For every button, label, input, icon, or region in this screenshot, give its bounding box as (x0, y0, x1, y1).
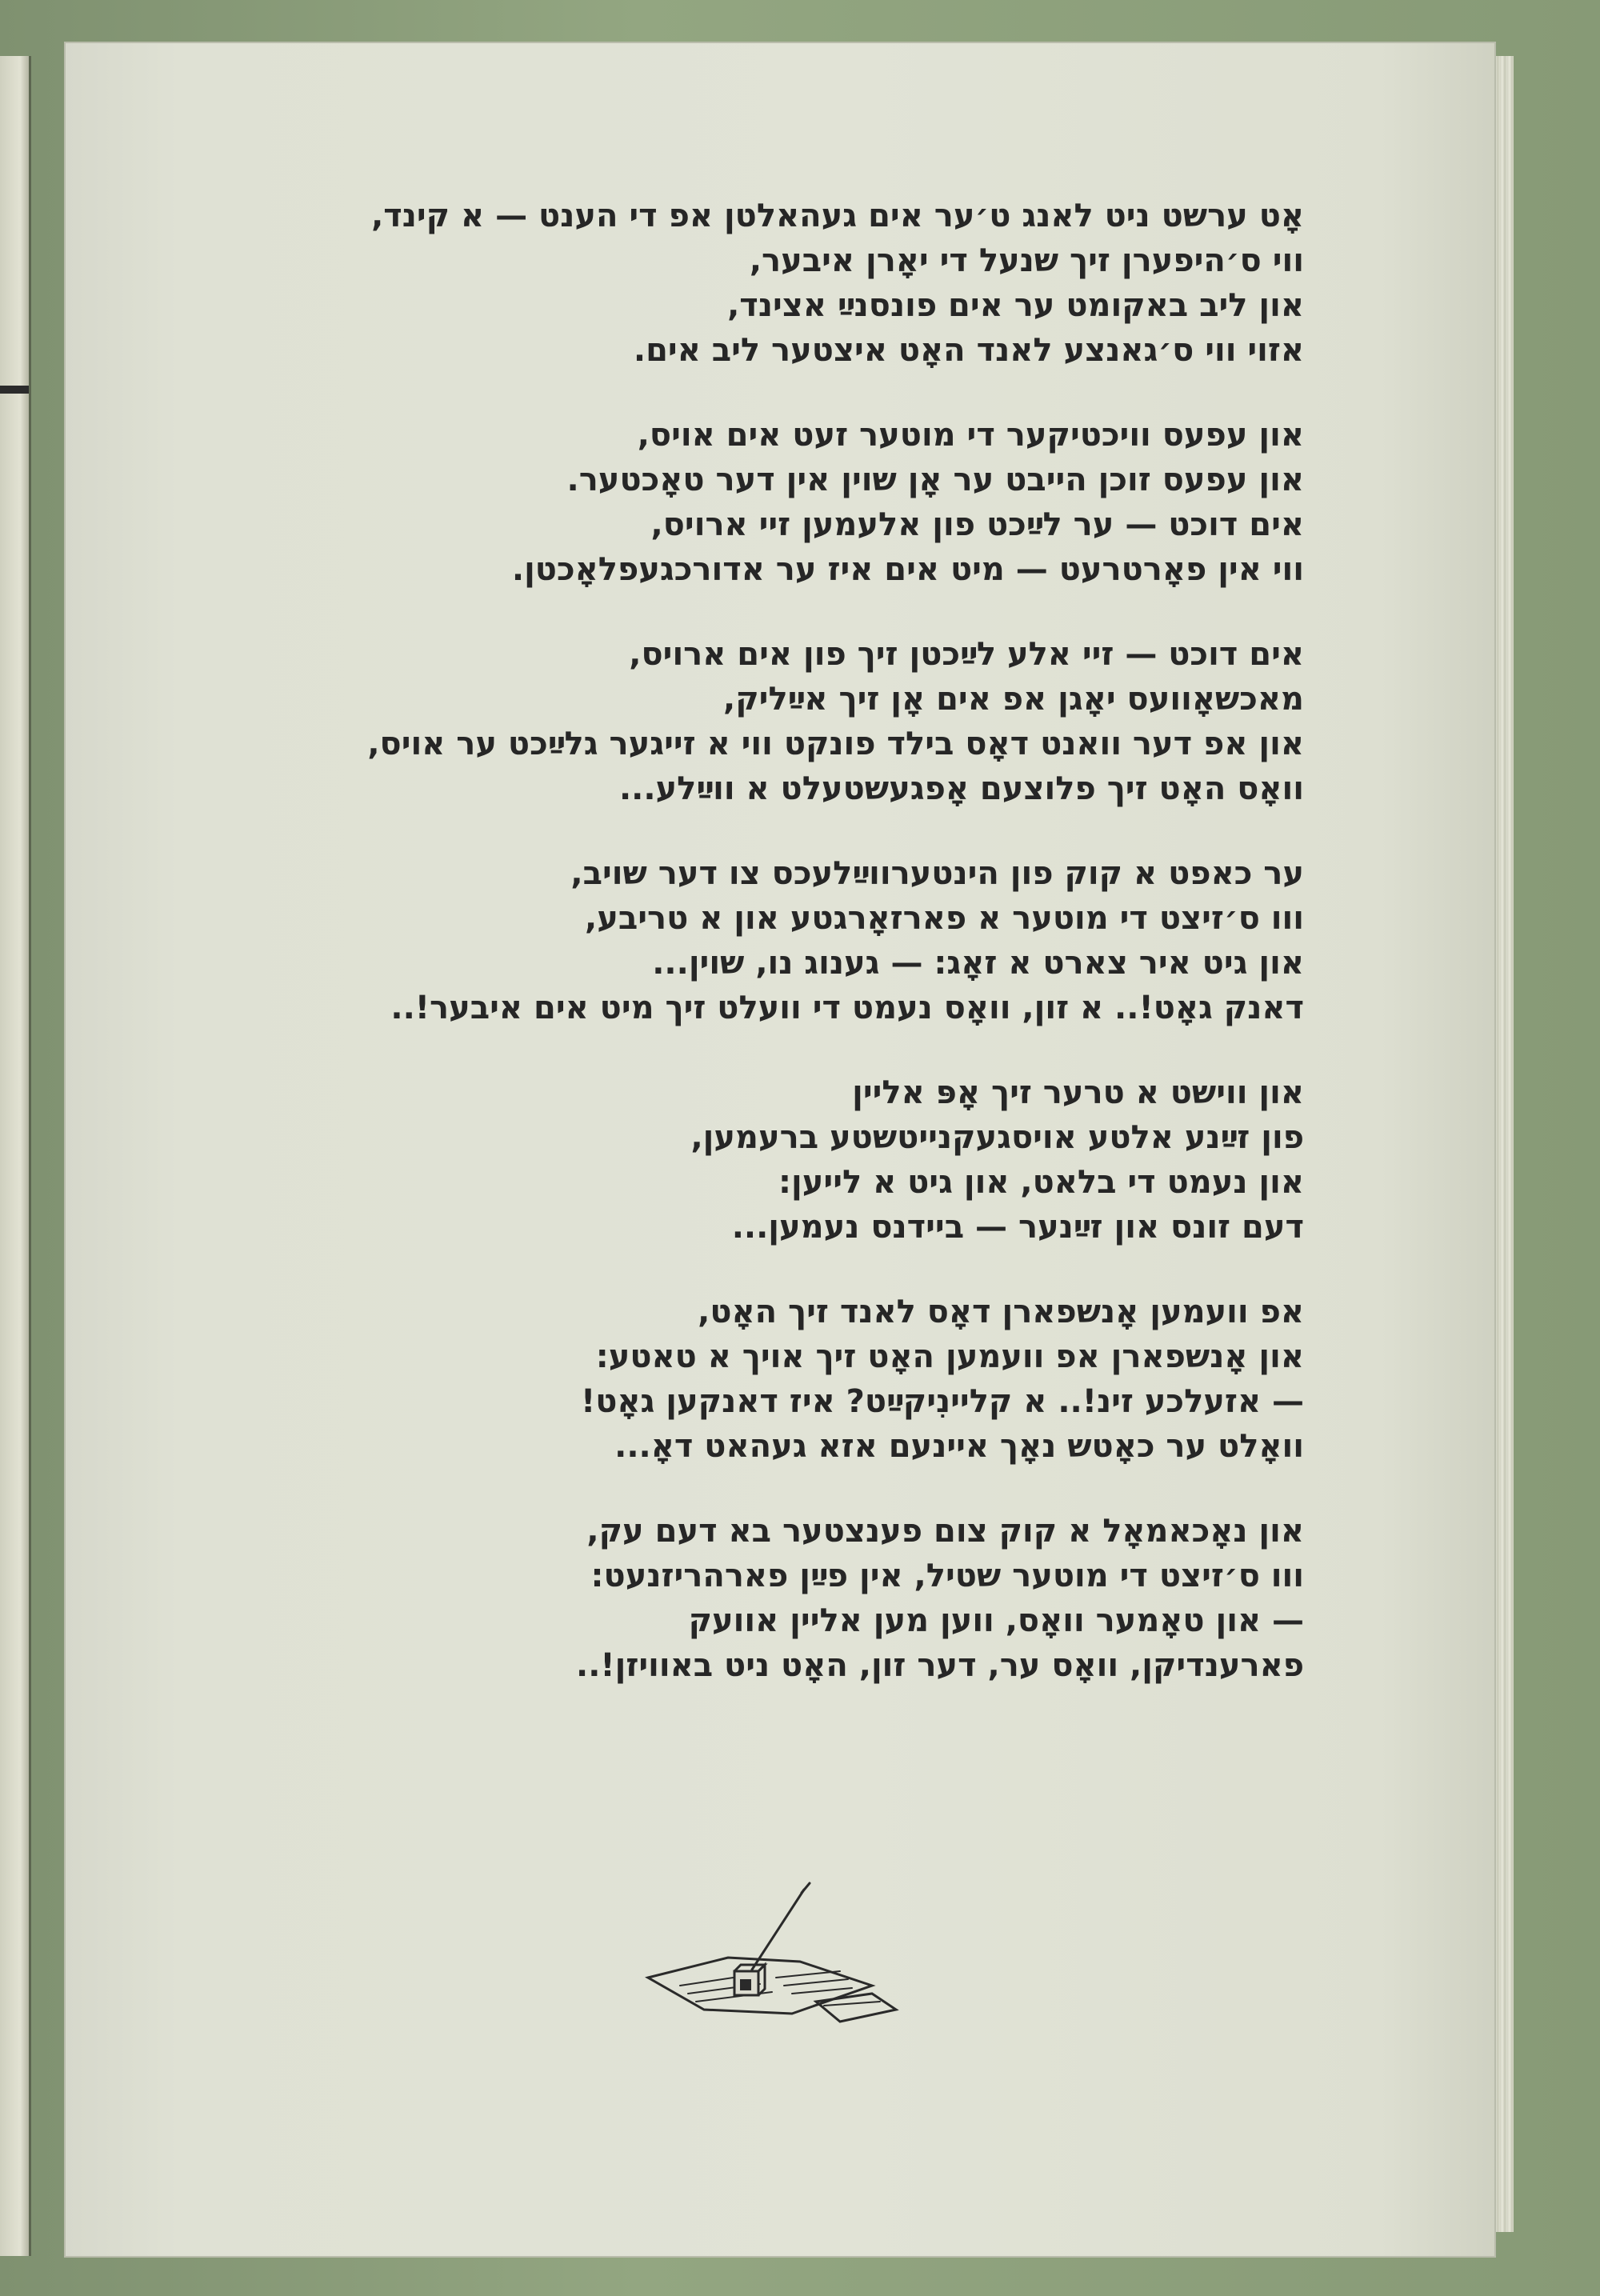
poem-line: אזוי ווי ס׳גאנצע לאנד האָט איצטער ליב אים. (633, 332, 1304, 369)
poem-line: אפ וועמען אָנשפארן דאָס לאנד זיך האָט, (698, 1294, 1304, 1330)
poem-line: אים דוכט — ער לײַכט פון אלעמען זיי ארויס, (650, 506, 1304, 543)
poem-line: ווו ס׳זיצט די מוטער שטיל, אין פײַן פארהריזנעט: (590, 1558, 1304, 1594)
poem-line: אָט ערשט ניט לאנג ט׳ער אים געהאלטן אפ די הענט — א קינד, (371, 198, 1304, 234)
poem-line: און נעמט די בלאט, און גיט א לייען: (778, 1164, 1304, 1201)
poem-line: און עפעס וויכטיקער די מוטער זעט אים אויס, (637, 417, 1304, 454)
stanza-2 (184, 413, 1304, 592)
stanza-4 (184, 851, 1304, 1030)
poem-line: מאכשאָוועס יאָגן אפ אים אָן זיך אײַליק, (723, 681, 1304, 718)
poem-line: ווו ס׳זיצט די מוטער א פארזאָרגטע און א טריבע, (585, 900, 1304, 937)
poem-line: ער כאפט א קוק פון הינטערווײַלעכס צו דער שויב, (570, 855, 1304, 892)
book-page (64, 42, 1496, 2258)
poem-line: וואָלט ער כאָטש נאָך איינעם אזא געהאט דאָ... (614, 1428, 1304, 1465)
poem-line: ווי ס׳היפערן זיך שנעל די יאָרן איבער, (749, 242, 1304, 279)
stanza-5 (184, 1070, 1304, 1250)
poem-line: און נאָכאמאָל א קוק צום פענצטער בא דעם עק, (586, 1513, 1304, 1550)
inkwell-quill-ornament (632, 1882, 912, 2042)
poem-line: דעם זונס און זײַנער — ביידנס נעמען... (731, 1209, 1304, 1246)
stanza-1 (184, 194, 1304, 373)
poem-line: און ליב באקומט ער אים פונסנײַ אצינד, (727, 287, 1304, 324)
poem-line: — אזעלכע זינ!.. א קליינִיקײַט? איז דאנקען גאָט! (580, 1383, 1304, 1420)
stanza-3 (184, 632, 1304, 811)
poem-line: ווי אין פאָרטרעט — מיט אים איז ער אדורכגעפלאָכטן. (511, 551, 1304, 588)
poem-line: דאנק גאָט!.. א זון, וואָס נעמט די וועלט זיך מיט אים איבער!.. (390, 990, 1304, 1026)
poem-line: און גיט איר צארט א זאָג: — גענוג נו, שוין... (652, 945, 1304, 982)
poem-line: פארענדיקן, וואָס ער, דער זון, האָט ניט באוויזן!.. (576, 1647, 1304, 1684)
poem-line: אים דוכט — זיי אלע לײַכטן זיך פון אים ארויס, (629, 636, 1304, 673)
poem-line: וואָס האָט זיך פלוצעם אָפגעשטעלט א ווײַלע... (618, 770, 1304, 807)
poem-line: — און טאָמער וואָס, ווען מען אליין אוועק (688, 1602, 1304, 1639)
poem-line: און אָנשפארן אפ וועמען האָט זיך אויך א טאטע: (595, 1338, 1304, 1375)
poem-line: און עפעס זוכן הייבט ער אָן שוין אין דער טאָכטער. (566, 462, 1304, 498)
stanza-7 (184, 1509, 1304, 1688)
poem-text (184, 194, 1304, 1728)
stanza-6 (184, 1290, 1304, 1469)
poem-line: פון זײַנע אלטע אויסגעקנייטשטע ברעמען, (690, 1119, 1304, 1156)
poem-line: און ווישט א טרער זיך אָפּ אליין (852, 1074, 1304, 1111)
poem-line: און אפ דער וואנט דאָס בילד פונקט ווי א זייגער גלײַכט ער אויס, (367, 726, 1304, 762)
left-page-mark (0, 386, 29, 394)
